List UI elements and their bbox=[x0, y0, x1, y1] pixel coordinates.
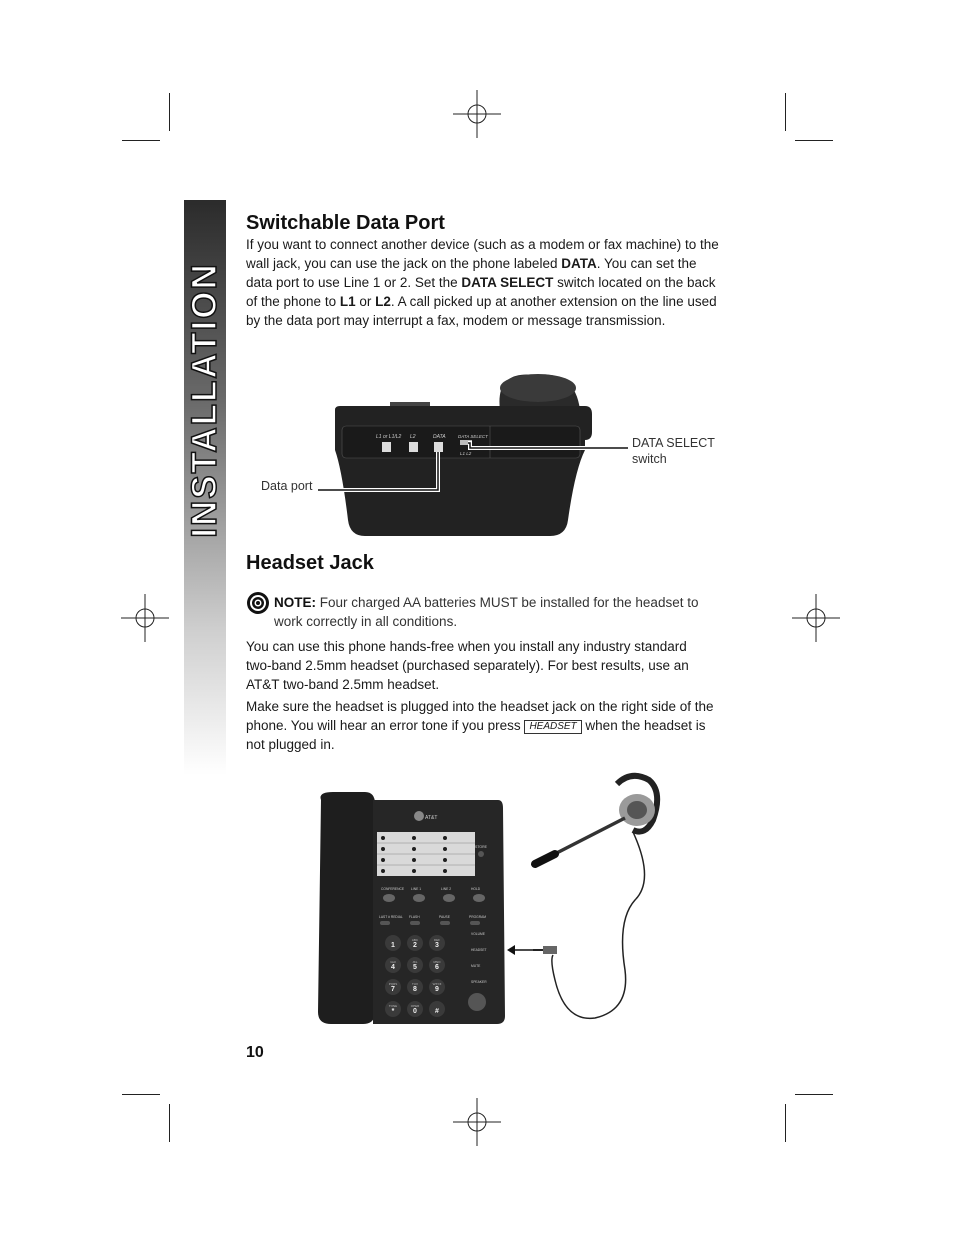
keypad-digit: 1 bbox=[391, 942, 395, 949]
side-tab-label: INSTALLATION bbox=[185, 262, 224, 538]
crop-mark bbox=[122, 1094, 160, 1095]
function-button-label: FLASH bbox=[409, 915, 420, 919]
panel-label-data-select: DATA SELECT bbox=[458, 434, 488, 439]
callout-data-port: Data port bbox=[261, 479, 313, 493]
registration-mark-icon bbox=[453, 90, 501, 138]
keypad-digit: 8 bbox=[413, 986, 417, 993]
headset-illustration bbox=[505, 770, 675, 1025]
function-button bbox=[470, 921, 480, 925]
phone-back-illustration bbox=[330, 370, 600, 540]
function-button-label: PROGRAM bbox=[469, 915, 487, 919]
line-button bbox=[413, 894, 425, 902]
keypad-letters: TONE bbox=[388, 1004, 398, 1008]
note-text: NOTE: Four charged AA batteries MUST be installed for the headset to work correctly in all conditions. bbox=[274, 595, 699, 629]
keypad-letters: DEF bbox=[434, 938, 440, 942]
line-button bbox=[443, 894, 455, 902]
headset-key: HEADSET bbox=[524, 720, 581, 734]
store-button-label: STORE bbox=[475, 845, 487, 849]
callout-data-select-switch: DATA SELECT switch bbox=[632, 436, 715, 466]
crop-mark bbox=[169, 1104, 170, 1142]
line-button bbox=[473, 894, 485, 902]
keypad-digit: 9 bbox=[435, 986, 439, 993]
note-icon bbox=[246, 591, 270, 615]
keypad-letters: OPER bbox=[410, 1004, 420, 1008]
headset-paragraph-1: You can use this phone hands-free when you install any industry standard two-band 2.5mm headset (purchased separately). For best results, use an AT&T two-band 2.5mm headset. bbox=[246, 639, 689, 692]
function-button bbox=[410, 921, 420, 925]
crop-mark bbox=[785, 1104, 786, 1142]
crop-mark bbox=[795, 1094, 833, 1095]
side-button-label: SPEAKER bbox=[471, 980, 487, 984]
keypad-letters: JKL bbox=[412, 960, 418, 964]
line-button bbox=[383, 894, 395, 902]
registration-mark-icon bbox=[792, 594, 840, 642]
panel-label-switch-positions: L1 L2 bbox=[460, 451, 472, 456]
data-port-paragraph: If you want to connect another device (such as a modem or fax machine) to the wall jack, you can use the jack on the phone labeled DATA. You can set the data port to use Line 1 or 2. Set the DATA SELECT switch located on the back of the phone to L1 or L2. A call picked up at another extension on the line used by the data port may interrupt a fax, modem or message transmission. bbox=[246, 237, 719, 328]
phone-front-illustration bbox=[313, 790, 508, 1026]
crop-mark bbox=[169, 93, 170, 131]
keypad-digit: * bbox=[391, 1008, 395, 1015]
headset-paragraph-2: Make sure the headset is plugged into the headset jack on the right side of the phone. You will hear an error tone if you press HEADSET when the headset is not plugged in. bbox=[246, 699, 714, 752]
page-number: 10 bbox=[246, 1044, 264, 1061]
side-button-label: MUTE bbox=[471, 964, 481, 968]
panel-label-l1: L1 or L1/L2 bbox=[376, 434, 402, 440]
registration-mark-icon bbox=[453, 1098, 501, 1146]
function-button bbox=[440, 921, 450, 925]
function-button-label: LAST # REDIAL bbox=[379, 915, 403, 919]
keypad-letters: ABC bbox=[411, 938, 419, 942]
line-button-label: LINE 2 bbox=[441, 887, 452, 891]
section-heading-headset-jack: Headset Jack bbox=[246, 552, 374, 574]
keypad-digit: 6 bbox=[435, 964, 439, 971]
crop-mark bbox=[785, 93, 786, 131]
keypad-letters: GHI bbox=[390, 960, 396, 964]
keypad-digit: 7 bbox=[391, 986, 395, 993]
function-button bbox=[380, 921, 390, 925]
keypad-letters: PQRS bbox=[388, 982, 398, 986]
crop-mark bbox=[795, 140, 833, 141]
registration-mark-icon bbox=[121, 594, 169, 642]
function-button-label: PAUSE bbox=[439, 915, 450, 919]
keypad-letters: TUV bbox=[412, 982, 418, 986]
panel-label-data: DATA bbox=[433, 434, 446, 440]
line-button-label: HOLD bbox=[471, 887, 481, 891]
keypad-digit: 5 bbox=[413, 964, 417, 971]
crop-mark bbox=[122, 140, 160, 141]
keypad-letters: WXYZ bbox=[432, 982, 442, 986]
panel-label-l2: L2 bbox=[410, 434, 416, 440]
keypad-digit: # bbox=[435, 1008, 439, 1015]
section-heading-data-port: Switchable Data Port bbox=[246, 212, 445, 234]
keypad-digit: 2 bbox=[413, 942, 417, 949]
side-button-label: VOLUME bbox=[471, 932, 485, 936]
keypad-digit: 0 bbox=[413, 1008, 417, 1015]
phone-logo: AT&T bbox=[425, 815, 438, 821]
line-button-label: LINE 1 bbox=[411, 887, 422, 891]
keypad-digit: 3 bbox=[435, 942, 439, 949]
keypad-letters: MNO bbox=[433, 960, 441, 964]
side-button-label: HEADSET bbox=[471, 948, 487, 952]
keypad-digit: 4 bbox=[391, 964, 395, 971]
line-button-label: CONFERENCE bbox=[381, 887, 405, 891]
